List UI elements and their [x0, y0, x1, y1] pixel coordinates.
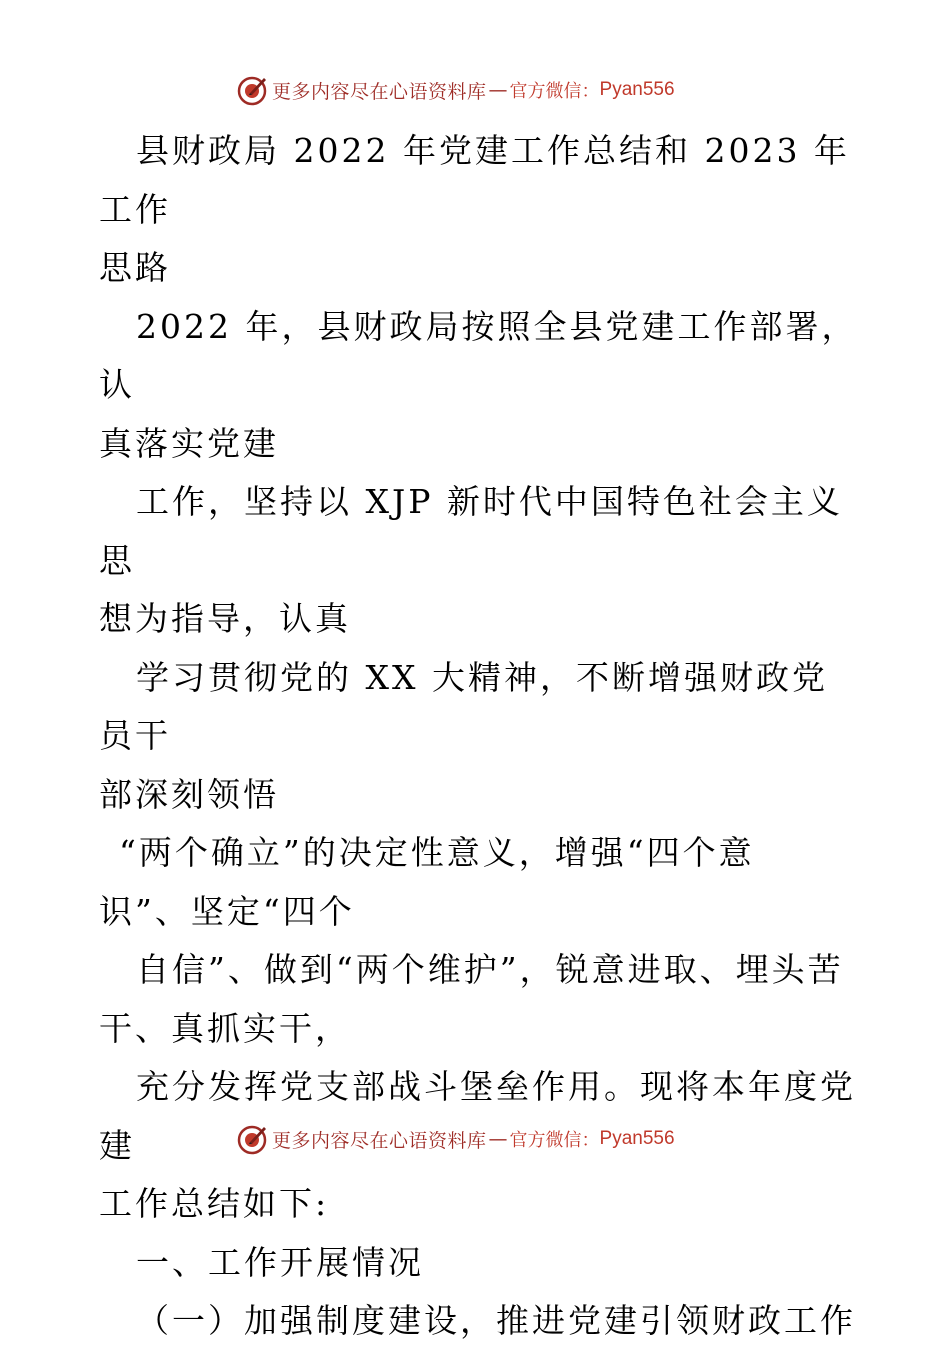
doc-line: 干、真抓实干， — [99, 1008, 351, 1048]
header-watermark — [236, 72, 675, 108]
watermark-main-text: 更多内容尽在心语资料库 — [272, 1129, 487, 1152]
pen-logo-icon — [236, 74, 268, 106]
doc-line: 识”、坚定“四个 — [99, 891, 355, 931]
watermark-dash: — — [488, 79, 508, 101]
watermark-dash: — — [488, 1128, 508, 1150]
doc-line: 充分发挥党支部战斗堡垒作用。现将本年度党建 — [99, 1067, 856, 1165]
watermark-wechat-label: 官方微信： — [509, 1130, 600, 1151]
doc-line: 想为指导，认真 — [99, 599, 351, 638]
doc-line: 学习贯彻党的 XX 大精神，不断增强财政党员干 — [99, 657, 828, 755]
doc-line: 2022 年，县财政局按照全县党建工作部署，认 — [99, 306, 858, 404]
watermark-wechat-id: Pyan556 — [599, 79, 675, 100]
pen-logo-icon — [236, 1123, 268, 1155]
document-body — [99, 122, 859, 1351]
subsection-heading: （一）加强制度建设，推进党建引领财政工作 — [136, 1301, 856, 1340]
doc-line: 部深刻领悟 — [99, 774, 279, 814]
doc-line: 思路 — [99, 248, 171, 287]
watermark-main-text: 更多内容尽在心语资料库 — [272, 80, 487, 103]
section-heading: 一、工作开展情况 — [136, 1242, 424, 1282]
doc-line: 县财政局 2022 年党建工作总结和 2023 年工作 — [99, 131, 850, 229]
doc-line: “两个确立”的决定性意义，增强“四个意 — [119, 833, 755, 872]
doc-line: 真落实党建 — [99, 423, 279, 463]
watermark-wechat-id: Pyan556 — [599, 1128, 675, 1149]
doc-line: 工作，坚持以 XJP 新时代中国特色社会主义思 — [99, 482, 843, 580]
watermark-wechat-label: 官方微信： — [509, 81, 600, 102]
doc-line: 工作总结如下: — [99, 1184, 330, 1223]
doc-line: 自信”、做到“两个维护”，锐意进取、埋头苦 — [136, 950, 844, 989]
footer-watermark — [236, 1121, 675, 1157]
